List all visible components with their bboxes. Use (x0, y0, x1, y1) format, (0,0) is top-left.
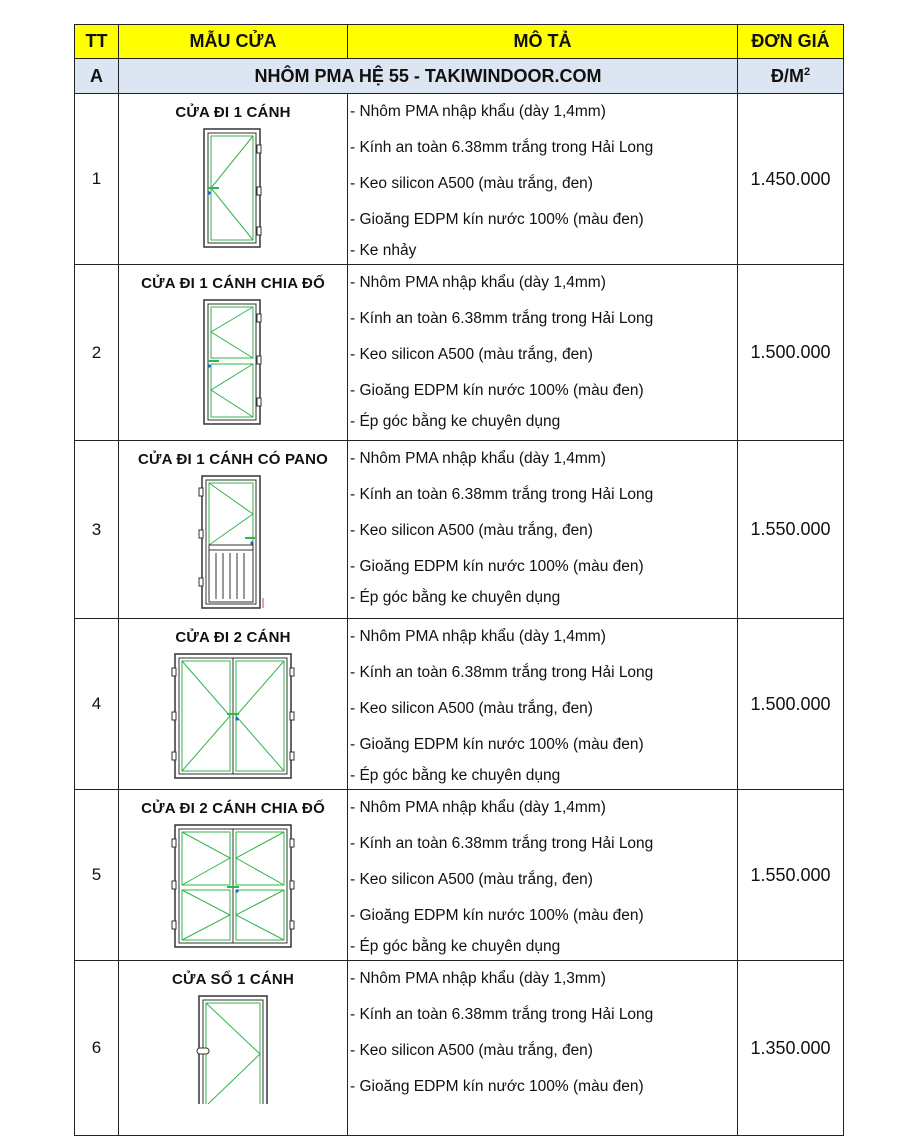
header-row (75, 25, 844, 59)
unit-superscript: 2 (803, 65, 811, 78)
price-cell: 1.450.000 (738, 94, 844, 265)
section-title: NHÔM PMA HỆ 55 - TAKIWINDOOR.COM (119, 59, 738, 94)
model-name: CỬA ĐI 2 CÁNH CHIA ĐỐ (141, 800, 325, 817)
price-table (74, 24, 844, 1136)
unit-label: Đ/M (770, 65, 804, 86)
desc-line: - Kính an toàn 6.38mm trắng trong Hải Long (350, 139, 654, 156)
single-window-icon (193, 994, 273, 1104)
desc-line: - Nhôm PMA nhập khẩu (dày 1,3mm) (350, 970, 606, 987)
table-row (75, 265, 844, 441)
desc-line: - Ép góc bằng ke chuyên dụng (350, 413, 561, 430)
desc-line: - Nhôm PMA nhập khẩu (dày 1,4mm) (350, 274, 606, 291)
price-cell: 1.500.000 (738, 265, 844, 441)
desc-cell (348, 961, 738, 1136)
desc-line: - Keo silicon A500 (màu trắng, đen) (350, 1042, 593, 1059)
model-name: CỬA ĐI 1 CÁNH CHIA ĐỐ (141, 275, 325, 292)
table-row (75, 961, 844, 1136)
desc-line: - Gioăng EDPM kín nước 100% (màu đen) (350, 382, 644, 399)
desc-line: - Gioăng EDPM kín nước 100% (màu đen) (350, 1078, 644, 1095)
model-cell (119, 790, 348, 961)
model-name: CỬA ĐI 2 CÁNH (175, 629, 291, 646)
desc-cell (348, 790, 738, 961)
model-cell (119, 441, 348, 619)
table-row (75, 441, 844, 619)
desc-line: - Gioăng EDPM kín nước 100% (màu đen) (350, 736, 644, 753)
desc-line: - Kính an toàn 6.38mm trắng trong Hải Long (350, 1006, 654, 1023)
desc-line: - Nhôm PMA nhập khẩu (dày 1,4mm) (350, 628, 606, 645)
row-tt: 4 (75, 619, 119, 790)
desc-line: - Gioăng EDPM kín nước 100% (màu đen) (350, 211, 644, 228)
row-tt: 3 (75, 441, 119, 619)
model-name: CỬA ĐI 1 CÁNH (175, 104, 291, 121)
desc-cell (348, 441, 738, 619)
table-row (75, 790, 844, 961)
desc-line: - Keo silicon A500 (màu trắng, đen) (350, 522, 593, 539)
desc-cell (348, 619, 738, 790)
table-row (75, 94, 844, 265)
double-door-divided-icon (171, 823, 295, 949)
desc-line: - Ép góc bằng ke chuyên dụng (350, 938, 561, 955)
header-desc: MÔ TẢ (348, 25, 738, 59)
model-cell (119, 94, 348, 265)
desc-line: - Kính an toàn 6.38mm trắng trong Hải Long (350, 835, 654, 852)
model-name: CỬA ĐI 1 CÁNH CÓ PANO (138, 451, 328, 468)
section-code: A (75, 59, 119, 94)
desc-line: - Keo silicon A500 (màu trắng, đen) (350, 175, 593, 192)
desc-line: - Kính an toàn 6.38mm trắng trong Hải Long (350, 664, 654, 681)
section-row (75, 59, 844, 94)
row-tt: 1 (75, 94, 119, 265)
model-cell (119, 961, 348, 1136)
desc-line: - Keo silicon A500 (màu trắng, đen) (350, 346, 593, 363)
model-name: CỬA SỔ 1 CÁNH (172, 971, 294, 988)
desc-line: - Keo silicon A500 (màu trắng, đen) (350, 871, 593, 888)
model-cell (119, 265, 348, 441)
row-tt: 5 (75, 790, 119, 961)
desc-line: - Nhôm PMA nhập khẩu (dày 1,4mm) (350, 103, 606, 120)
header-tt: TT (75, 25, 119, 59)
section-unit (738, 59, 844, 94)
desc-line: - Nhôm PMA nhập khẩu (dày 1,4mm) (350, 450, 606, 467)
desc-line: - Keo silicon A500 (màu trắng, đen) (350, 700, 593, 717)
desc-line: - Kính an toàn 6.38mm trắng trong Hải Long (350, 310, 654, 327)
desc-line: - Ke nhảy (350, 242, 417, 259)
table-row (75, 619, 844, 790)
desc-line: - Gioăng EDPM kín nước 100% (màu đen) (350, 558, 644, 575)
desc-cell (348, 265, 738, 441)
price-cell: 1.550.000 (738, 790, 844, 961)
desc-line: - Nhôm PMA nhập khẩu (dày 1,4mm) (350, 799, 606, 816)
header-model: MẪU CỬA (119, 25, 348, 59)
price-cell: 1.500.000 (738, 619, 844, 790)
double-door-icon (171, 652, 295, 780)
price-cell: 1.350.000 (738, 961, 844, 1136)
desc-line: - Kính an toàn 6.38mm trắng trong Hải Long (350, 486, 654, 503)
desc-cell (348, 94, 738, 265)
single-door-icon (195, 127, 271, 249)
desc-line: - Ép góc bằng ke chuyên dụng (350, 589, 561, 606)
model-cell (119, 619, 348, 790)
single-door-divided-icon (195, 298, 271, 426)
row-tt: 6 (75, 961, 119, 1136)
header-price: ĐƠN GIÁ (738, 25, 844, 59)
desc-line: - Gioăng EDPM kín nước 100% (màu đen) (350, 907, 644, 924)
single-door-pano-icon (193, 474, 273, 610)
row-tt: 2 (75, 265, 119, 441)
desc-line: - Ép góc bằng ke chuyên dụng (350, 767, 561, 784)
price-cell: 1.550.000 (738, 441, 844, 619)
